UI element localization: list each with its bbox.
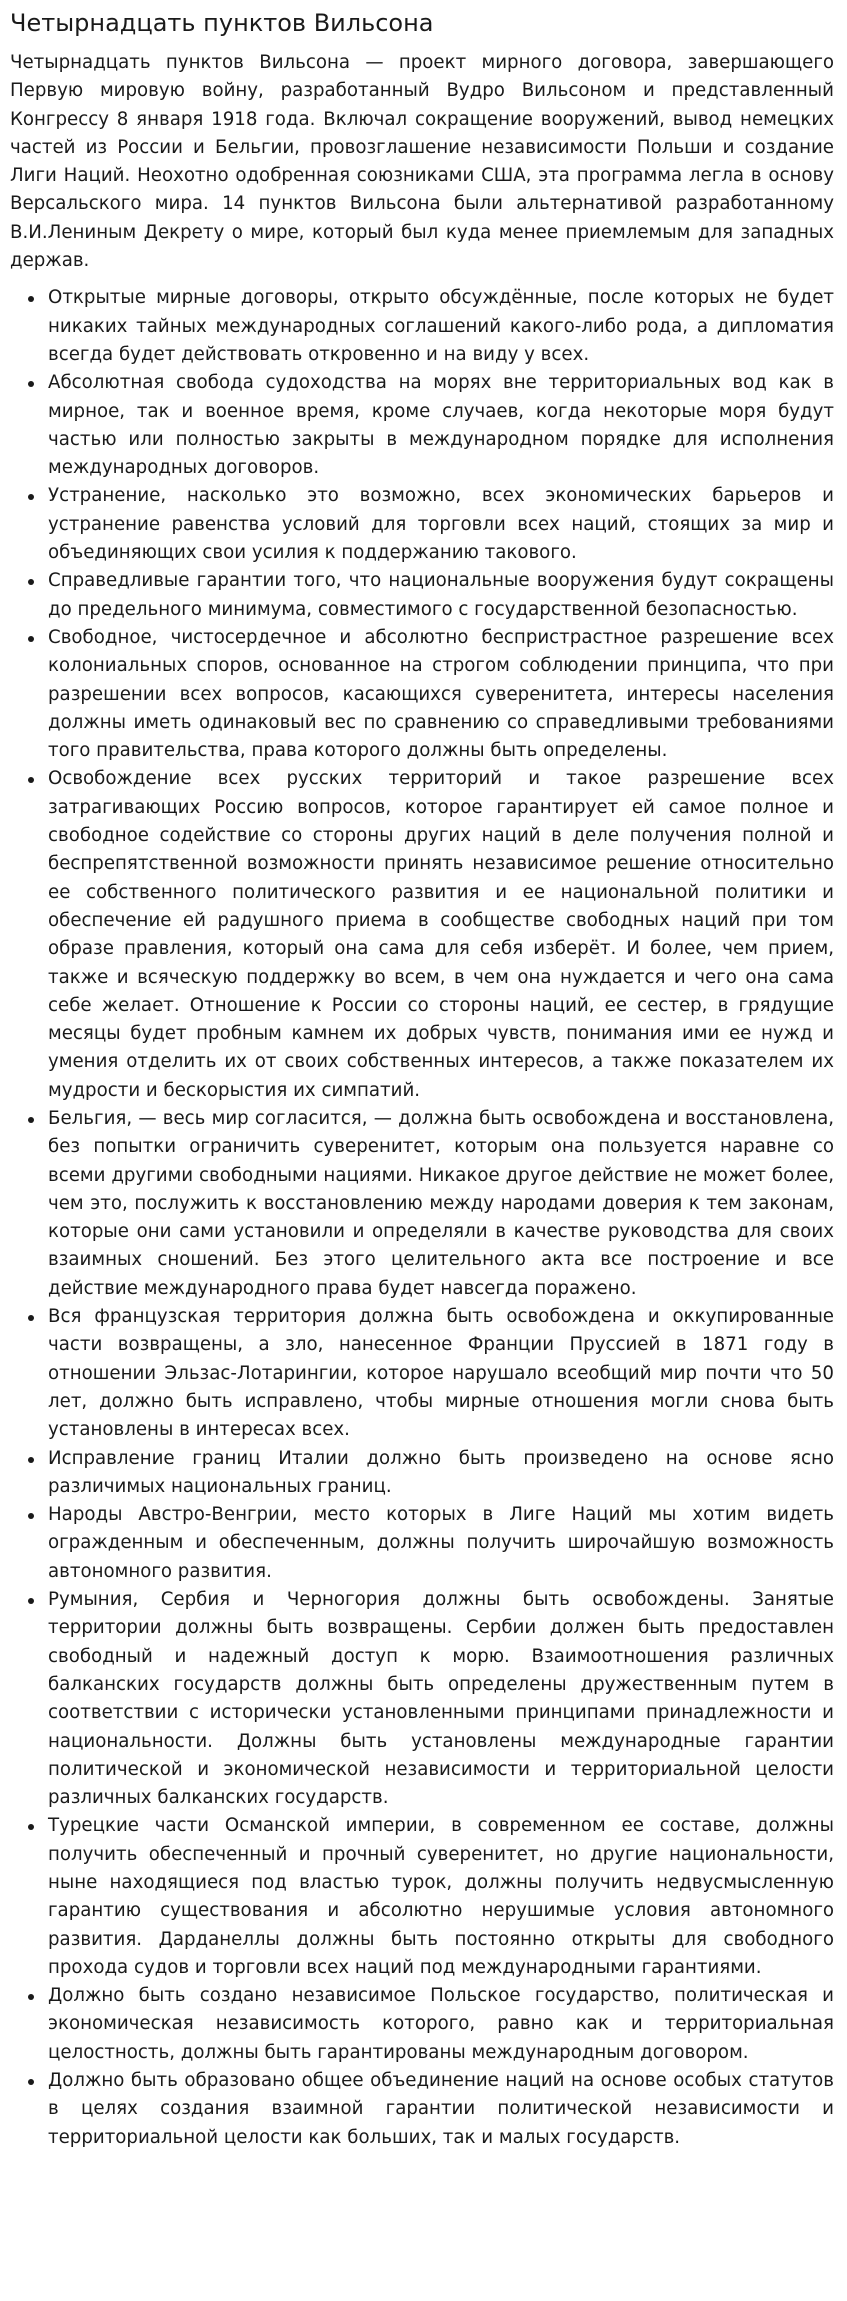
list-item (48, 2067, 834, 2152)
list-item-text: Бельгия, — весь мир согласится, — должна быть освобождена и восстановлена, без попытки ограничить суверенитет, которым она пользуется наравне со всеми другими свободными нациями. Никакое другое действие не может более, чем это, послужить к восстановлению между народами доверия к тем законам, которые они сами установили и определяли в качестве руководства для своих взаимных сношений. Без этого целительного акта все построение и все действие международного права будет навсегда поражено. (48, 1107, 834, 1299)
bullet-icon (28, 636, 34, 642)
bullet-icon (28, 1315, 34, 1321)
list-item-text: Свободное, чистосердечное и абсолютно беспристрастное разрешение всех колониальных споров, основанное на строгом соблюдении принципа, что при разрешении всех вопросов, касающихся суверенитета, интересы населения должны иметь одинаковый вес по сравнению со справедливыми требованиями того правительства, права которого должны быть определены. (48, 626, 834, 762)
points-list (10, 284, 834, 2152)
list-item (48, 1586, 834, 1812)
list-item-text: Исправление границ Италии должно быть произведено на основе ясно различимых национальных границ. (48, 1447, 834, 1497)
intro-paragraph: Четырнадцать пунктов Вильсона — проект мирного договора, завершающего Первую мировую войну, разработанный Вудро Вильсоном и представленный Конгрессу 8 января 1918 года. Включал сокращение вооружений, вывод немецких частей из России и Бельгии, провозглашение независимости Польши и создание Лиги Наций. Неохотно одобренная союзниками США, эта программа легла в основу Версальского мира. 14 пунктов Вильсона были альтернативой разработанному В.И.Лениным Декрету о мире, который был куда менее приемлемым для западных держав. (10, 52, 834, 272)
bullet-icon (28, 2079, 34, 2085)
list-item (48, 369, 834, 482)
bullet-icon (28, 1994, 34, 2000)
list-item (48, 624, 834, 765)
list-item (48, 1982, 834, 2067)
list-item (48, 1501, 834, 1586)
list-item-text: Освобождение всех русских территорий и такое разрешение всех затрагивающих Россию вопросов, которое гарантирует ей самое полное и свободное содействие со стороны других наций в деле получения полной и беспрепятственной возможности принять независимое решение относительно ее собственного политического развития и ее национальной политики и обеспечение ей радушного приема в сообществе свободных наций при том образе правления, который она сама для себя изберёт. И более, чем прием, также и всяческую поддержку во всем, в чем она нуждается и чего она сама себе желает. Отношение к России со стороны наций, ее сестер, в грядущие месяцы будет пробным камнем их добрых чувств, понимания ими ее нужд и умения отделить их от своих собственных интересов, а также показателем их мудрости и бескорыстия их симпатий. (48, 768, 834, 1101)
bullet-icon (28, 1513, 34, 1519)
list-item (48, 765, 834, 1105)
bullet-icon (28, 494, 34, 500)
bullet-icon (28, 777, 34, 783)
list-item-text: Народы Австро-Венгрии, место которых в Лиге Наций мы хотим видеть огражденным и обеспеченным, должны получить широчайшую возможность автономного развития. (48, 1504, 834, 1582)
list-item-text: Открытые мирные договоры, открыто обсуждённые, после которых не будет никаких тайных международных соглашений какого-либо рода, а дипломатия всегда будет действовать откровенно и на виду у всех. (48, 287, 834, 365)
list-item-text: Должно быть образовано общее объединение наций на основе особых статутов в целях создания взаимной гарантии политической независимости и территориальной целости как больших, так и малых государств. (48, 2070, 834, 2148)
list-item-text: Вся французская территория должна быть освобождена и оккупированные части возвращены, а зло, нанесенное Франции Пруссией в 1871 году в отношении Эльзас-Лотарингии, которое нарушало всеобщий мир почти что 50 лет, должно быть исправлено, чтобы мирные отношения могли снова быть установлены в интересах всех. (48, 1306, 834, 1441)
bullet-icon (28, 579, 34, 585)
bullet-icon (28, 1824, 34, 1830)
list-item-text: Справедливые гарантии того, что национальные вооружения будут сокращены до предельного минимума, совместимого с государственной безопасностью. (48, 570, 834, 620)
list-item (48, 567, 834, 624)
bullet-icon (28, 381, 34, 387)
bullet-icon (28, 1457, 34, 1463)
list-item (48, 284, 834, 369)
page-title: Четырнадцать пунктов Вильсона (10, 9, 434, 37)
list-item (48, 1812, 834, 1982)
bullet-icon (28, 1598, 34, 1604)
list-item-text: Абсолютная свобода судоходства на морях вне территориальных вод как в мирное, так и военное время, кроме случаев, когда некоторые моря будут частью или полностью закрыты в международном порядке для исполнения международных договоров. (48, 372, 834, 479)
list-item (48, 482, 834, 567)
list-item-text: Устранение, насколько это возможно, всех экономических барьеров и устранение равенства условий для торговли всех наций, стоящих за мир и объединяющих свои усилия к поддержанию такового. (48, 485, 834, 564)
list-item (48, 1105, 834, 1303)
list-item-text: Турецкие части Османской империи, в современном ее составе, должны получить обеспеченный и прочный суверенитет, но другие национальности, ныне находящиеся под властью турок, должны получить недвусмысленную гарантию существования и абсолютно нерушимые условия автономного развития. Дарданеллы должны быть постоянно открыты для свободного прохода судов и торговли всех наций под международными гарантиями. (48, 1815, 834, 1978)
bullet-icon (28, 1117, 34, 1123)
list-item-text: Румыния, Сербия и Черногория должны быть освобождены. Занятые территории должны быть возвращены. Сербии должен быть предоставлен свободный и надежный доступ к морю. Взаимоотношения различных балканских государств должны быть определены дружественным путем в соответствии с исторически установленными принципами принадлежности и национальности. Должны быть установлены международные гарантии политической и экономической независимости и территориальной целости различных балканских государств. (48, 1589, 834, 1809)
list-item (48, 1445, 834, 1502)
bullet-icon (28, 296, 34, 302)
list-item-text: Должно быть создано независимое Польское государство, политическая и экономическая независимость которого, равно как и территориальная целостность, должны быть гарантированы международным договором. (48, 1985, 834, 2063)
list-item (48, 1303, 834, 1444)
